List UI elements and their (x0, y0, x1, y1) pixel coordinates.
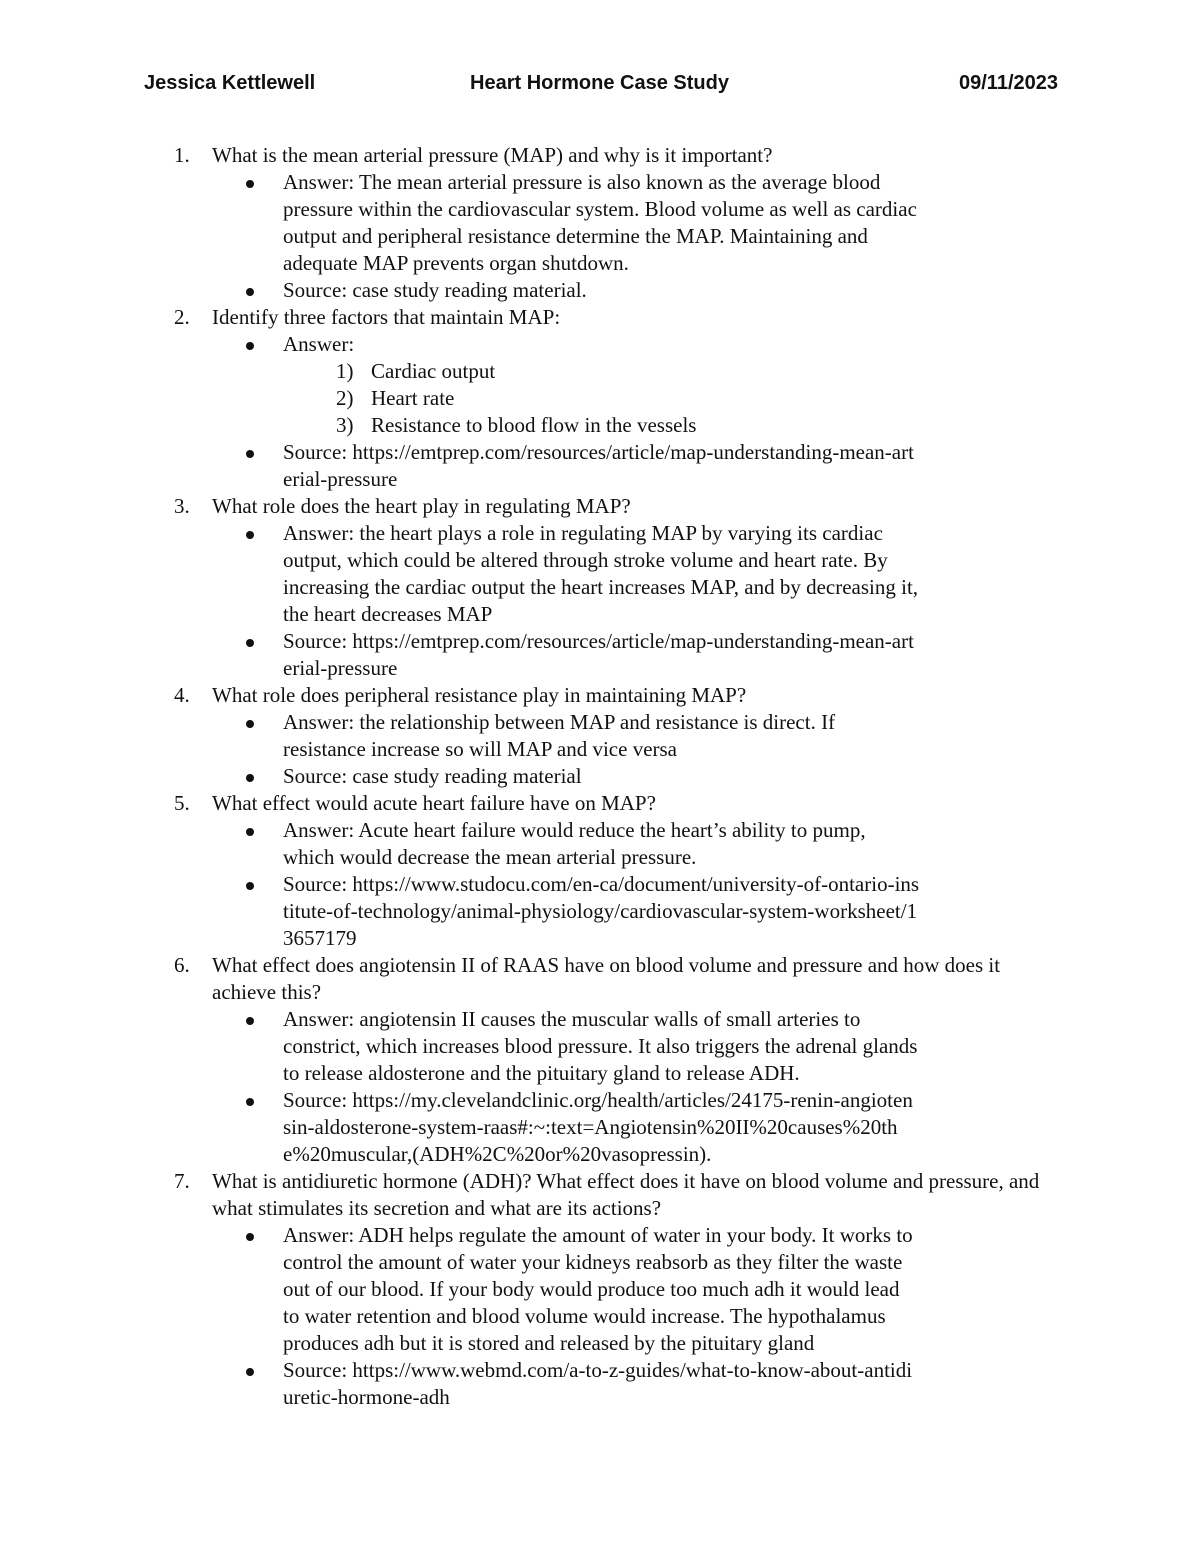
answer-item (0, 169, 1060, 277)
answer-text: Answer: Acute heart failure would reduce the heart’s ability to pump, which would decrease the mean arterial pressure. (283, 818, 866, 869)
source-link[interactable]: Source: https://www.webmd.com/a-to-z-guides/what-to-know-about-antidiuretic-hormone-adh (283, 1358, 913, 1409)
bullet-icon (246, 1368, 254, 1376)
factor-text: Cardiac output (371, 359, 496, 383)
source-item (0, 1087, 1060, 1168)
answer-text: Answer: (283, 332, 355, 356)
source-item (0, 277, 1060, 304)
source-item (0, 628, 1060, 682)
document-title: Heart Hormone Case Study (470, 72, 729, 94)
bullet-icon (246, 720, 254, 728)
question-number: 3. (174, 494, 190, 518)
source-link[interactable]: Source: https://emtprep.com/resources/article/map-understanding-mean-arterial-pressure (283, 440, 914, 491)
answer-item (0, 1006, 1060, 1087)
bullet-icon (246, 828, 254, 836)
source-item (0, 439, 1060, 493)
question-bullets (212, 817, 1060, 952)
question-number: 4. (174, 683, 190, 707)
source-link[interactable]: Source: https://emtprep.com/resources/article/map-understanding-mean-arterial-pressure (283, 629, 914, 680)
factor-list (283, 358, 920, 439)
factor-text: Resistance to blood flow in the vessels (371, 413, 697, 437)
bullet-icon (246, 342, 254, 350)
answer-item (0, 1222, 1060, 1357)
answer-text: Answer: the heart plays a role in regulating MAP by varying its cardiac output, which could be altered through stroke volume and heart rate. By increasing the cardiac output the heart increases MAP, and by decreasing it, the heart decreases MAP (283, 521, 919, 626)
source-item (0, 763, 1060, 790)
question-1 (0, 142, 1200, 304)
question-bullets (212, 1006, 1060, 1168)
question-number: 1. (174, 143, 190, 167)
answer-text: Answer: angiotensin II causes the muscular walls of small arteries to constrict, which increases blood pressure. It also triggers the adrenal glands to release aldosterone and the pituitary gland to release ADH. (283, 1007, 918, 1085)
question-bullets (212, 709, 1060, 790)
answer-item (0, 331, 1060, 439)
question-text: What effect does angiotensin II of RAAS have on blood volume and pressure and how does it achieve this? (212, 953, 1001, 1004)
source-link[interactable]: Source: https://www.studocu.com/en-ca/document/university-of-ontario-institute-of-technology/animal-physiology/cardiovascular-system-worksheet/13657179 (283, 872, 920, 950)
source-item (0, 1357, 1060, 1411)
answer-text: Answer: ADH helps regulate the amount of water in your body. It works to control the amount of water your kidneys reabsorb as they filter the waste out of our blood. If your body would produce too much adh it would lead to water retention and blood volume would increase. The hypothalamus produces adh but it is stored and released by the pituitary gland (283, 1223, 913, 1355)
answer-text: Answer: The mean arterial pressure is also known as the average blood pressure within the cardiovascular system. Blood volume as well as cardiac output and peripheral resistance determine the MAP. Maintaining and adequate MAP prevents organ shutdown. (283, 170, 917, 275)
question-number: 7. (174, 1169, 190, 1193)
question-6 (0, 952, 1200, 1168)
question-bullets (212, 331, 1060, 493)
source-item (0, 871, 1060, 952)
factor-number: 1) (336, 359, 354, 383)
question-text: What is antidiuretic hormone (ADH)? What effect does it have on blood volume and pressure, and what stimulates its secretion and what are its actions? (212, 1169, 1040, 1220)
question-4 (0, 682, 1200, 790)
factor-number: 2) (336, 386, 354, 410)
question-list (0, 142, 1200, 1411)
author-name: Jessica Kettlewell (144, 72, 316, 94)
question-text: What role does the heart play in regulating MAP? (212, 494, 631, 518)
bullet-icon (246, 1233, 254, 1241)
question-bullets (212, 520, 1060, 682)
bullet-icon (246, 882, 254, 890)
answer-item (0, 520, 1060, 628)
factor-item (0, 385, 920, 412)
question-7 (0, 1168, 1200, 1411)
source-text: Source: case study reading material. (283, 278, 587, 302)
factor-item (0, 412, 920, 439)
question-5 (0, 790, 1200, 952)
factor-text: Heart rate (371, 386, 455, 410)
question-bullets (212, 1222, 1060, 1411)
question-number: 5. (174, 791, 190, 815)
answer-text: Answer: the relationship between MAP and resistance is direct. If resistance increase so will MAP and vice versa (283, 710, 836, 761)
question-2 (0, 304, 1200, 493)
question-text: Identify three factors that maintain MAP: (212, 305, 561, 329)
page-header (144, 72, 1058, 102)
source-link[interactable]: Source: https://my.clevelandclinic.org/health/articles/24175-renin-angiotensin-aldosterone-system-raas#:~:text=Angiotensin%20II%20causes%20the%20muscular,(ADH%2C%20or%20vasopressin). (283, 1088, 913, 1166)
question-number: 2. (174, 305, 190, 329)
bullet-icon (246, 1017, 254, 1025)
question-text: What role does peripheral resistance play in maintaining MAP? (212, 683, 747, 707)
bullet-icon (246, 1098, 254, 1106)
question-bullets (212, 169, 1060, 304)
source-text: Source: case study reading material (283, 764, 582, 788)
bullet-icon (246, 288, 254, 296)
factor-number: 3) (336, 413, 354, 437)
answer-item (0, 709, 1060, 763)
factor-item (0, 358, 920, 385)
question-text: What effect would acute heart failure have on MAP? (212, 791, 656, 815)
bullet-icon (246, 450, 254, 458)
question-3 (0, 493, 1200, 682)
question-text: What is the mean arterial pressure (MAP) and why is it important? (212, 143, 773, 167)
answer-item (0, 817, 1060, 871)
question-number: 6. (174, 953, 190, 977)
bullet-icon (246, 180, 254, 188)
bullet-icon (246, 531, 254, 539)
document-date: 09/11/2023 (959, 72, 1058, 94)
bullet-icon (246, 639, 254, 647)
bullet-icon (246, 774, 254, 782)
